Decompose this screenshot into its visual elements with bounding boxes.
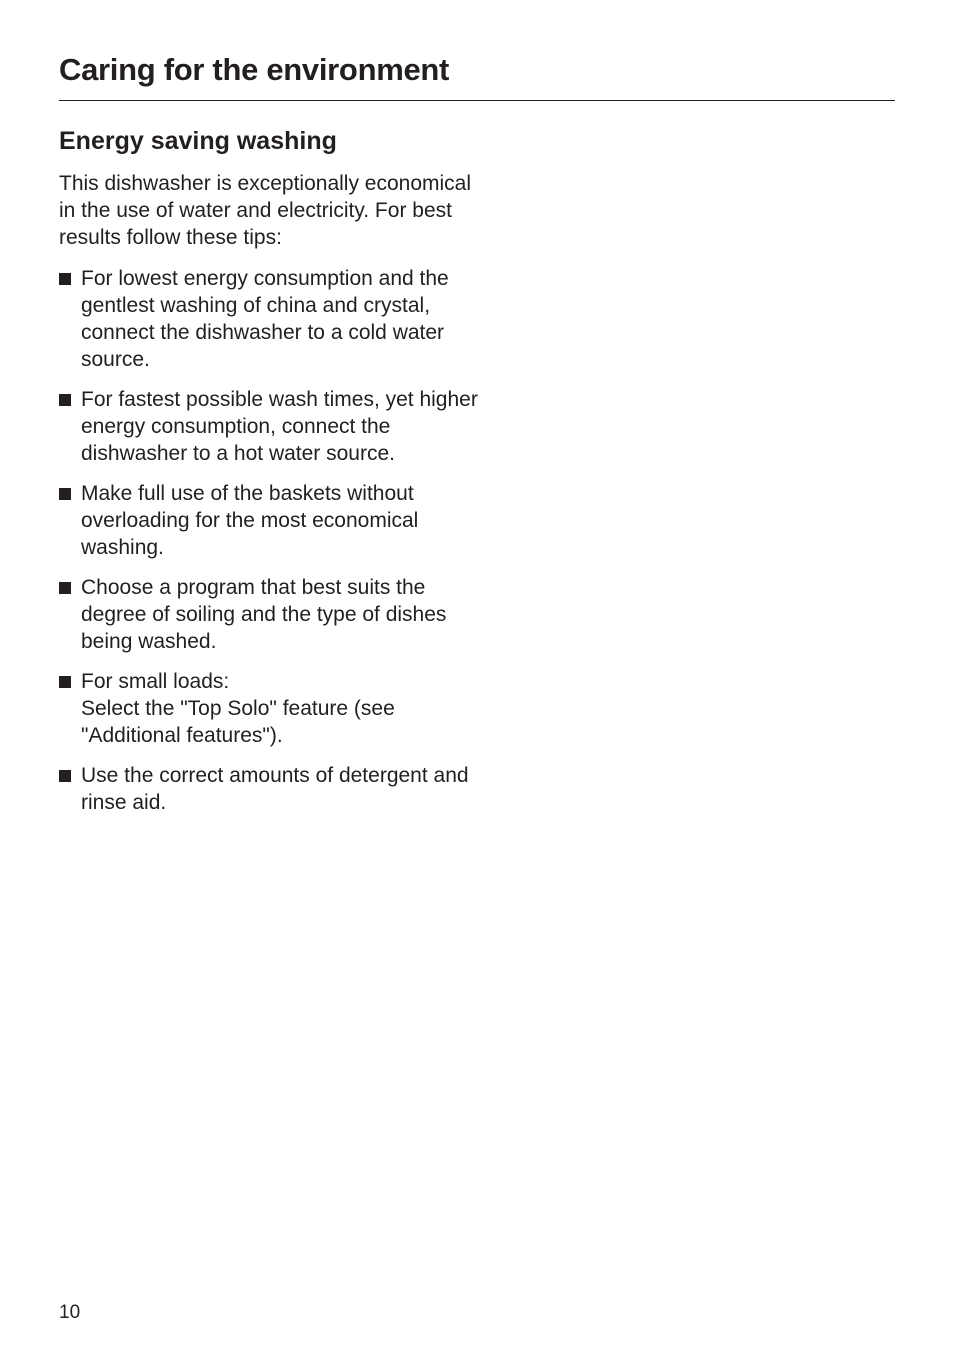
tip-text: Select the "Top Solo" feature (see "Additional features"). — [81, 697, 395, 747]
tip-text: Choose a program that best suits the degree of soiling and the type of dishes being washed. — [81, 576, 447, 653]
section-body — [59, 170, 479, 829]
square-bullet-icon — [59, 488, 71, 500]
tip-text: Make full use of the baskets without overloading for the most economical washing. — [81, 482, 419, 559]
tip-text: Use the correct amounts of detergent and rinse aid. — [81, 764, 469, 814]
square-bullet-icon — [59, 394, 71, 406]
list-item — [59, 574, 479, 655]
intro-paragraph: This dishwasher is exceptionally economical in the use of water and electricity. For best results follow these tips: — [59, 172, 472, 249]
tip-text: For small loads: — [81, 670, 230, 693]
page-title: Caring for the environment — [59, 52, 450, 87]
list-item — [59, 386, 479, 467]
square-bullet-icon — [59, 273, 71, 285]
tip-text: For fastest possible wash times, yet higher energy consumption, connect the dishwasher to a hot water source. — [81, 388, 478, 465]
tip-text: For lowest energy consumption and the gentlest washing of china and crystal, connect the dishwasher to a cold water source. — [81, 267, 449, 371]
list-item — [59, 265, 479, 373]
tips-list — [59, 265, 479, 816]
title-divider — [59, 100, 895, 101]
list-item — [59, 480, 479, 561]
page-number: 10 — [59, 1302, 81, 1323]
square-bullet-icon — [59, 676, 71, 688]
section-heading: Energy saving washing — [59, 127, 337, 155]
list-item — [59, 762, 479, 816]
square-bullet-icon — [59, 582, 71, 594]
square-bullet-icon — [59, 770, 71, 782]
list-item — [59, 668, 479, 749]
